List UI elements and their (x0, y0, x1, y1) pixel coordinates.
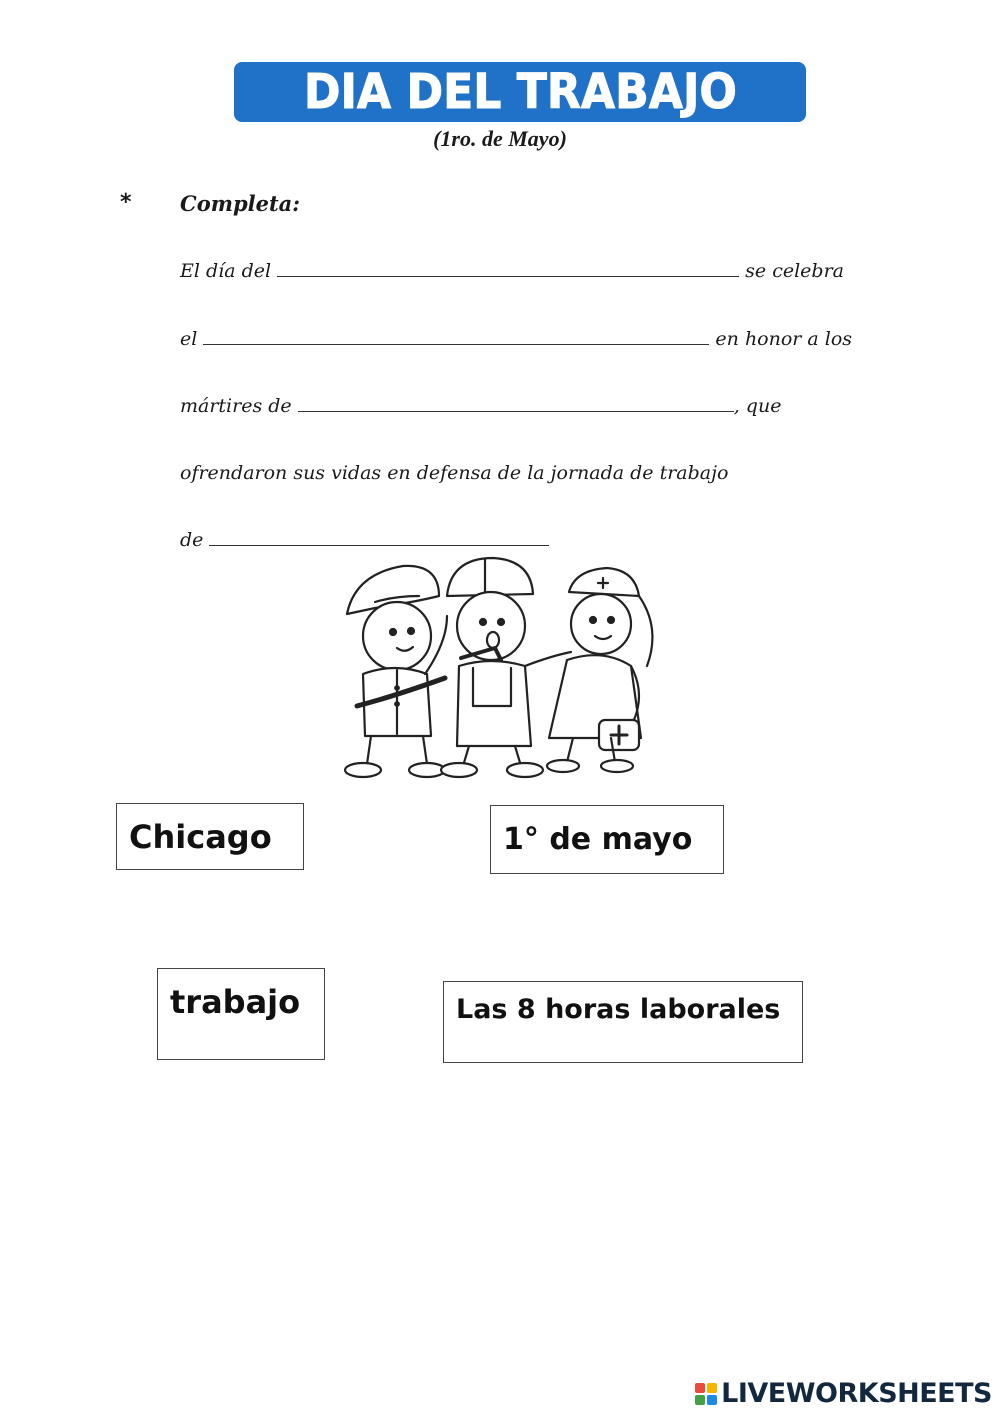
line-3-after: , que (733, 395, 782, 417)
sentence-line-4 (180, 462, 728, 484)
sentence-line-3 (180, 395, 781, 417)
line-4-text: ofrendaron sus vidas en defensa de la jornada de trabajo (180, 462, 729, 484)
blank-dia-del[interactable] (277, 275, 739, 277)
sentence-line-2 (180, 328, 852, 350)
bullet-asterisk: * (120, 190, 132, 215)
line-2-after: en honor a los (715, 328, 853, 350)
sentence-line-5 (180, 529, 549, 551)
line-3-before: mártires de (180, 395, 292, 417)
answer-card-label: trabajo (170, 983, 301, 1021)
answer-card-label: Las 8 horas laborales (456, 994, 781, 1025)
answer-card-1-de-mayo[interactable] (490, 805, 724, 874)
line-1-after: se celebra (745, 260, 844, 282)
sentence-line-1 (180, 260, 844, 282)
blank-fecha[interactable] (203, 343, 709, 345)
answer-card-label: 1° de mayo (503, 822, 693, 857)
page-title: DIA DEL TRABAJO (303, 64, 737, 120)
answer-card-label: Chicago (129, 817, 272, 856)
answer-card-8-horas[interactable] (443, 981, 803, 1063)
line-1-before: El día del (180, 260, 272, 282)
blank-martires[interactable] (298, 410, 734, 412)
page-subtitle: (1ro. de Mayo) (433, 126, 567, 151)
liveworksheets-logo-icon (695, 1383, 717, 1405)
title-banner (234, 62, 806, 122)
workers-children-icon (335, 556, 665, 782)
blank-jornada[interactable] (209, 544, 549, 546)
footer-brand-text: LIVEWORKSHEETS (721, 1378, 992, 1409)
answer-card-chicago[interactable] (116, 803, 304, 870)
footer-brand (695, 1378, 992, 1409)
answer-card-trabajo[interactable] (157, 968, 325, 1060)
instruction-heading: Completa: (180, 191, 301, 216)
line-5-before: de (180, 529, 204, 551)
line-2-before: el (180, 328, 198, 350)
